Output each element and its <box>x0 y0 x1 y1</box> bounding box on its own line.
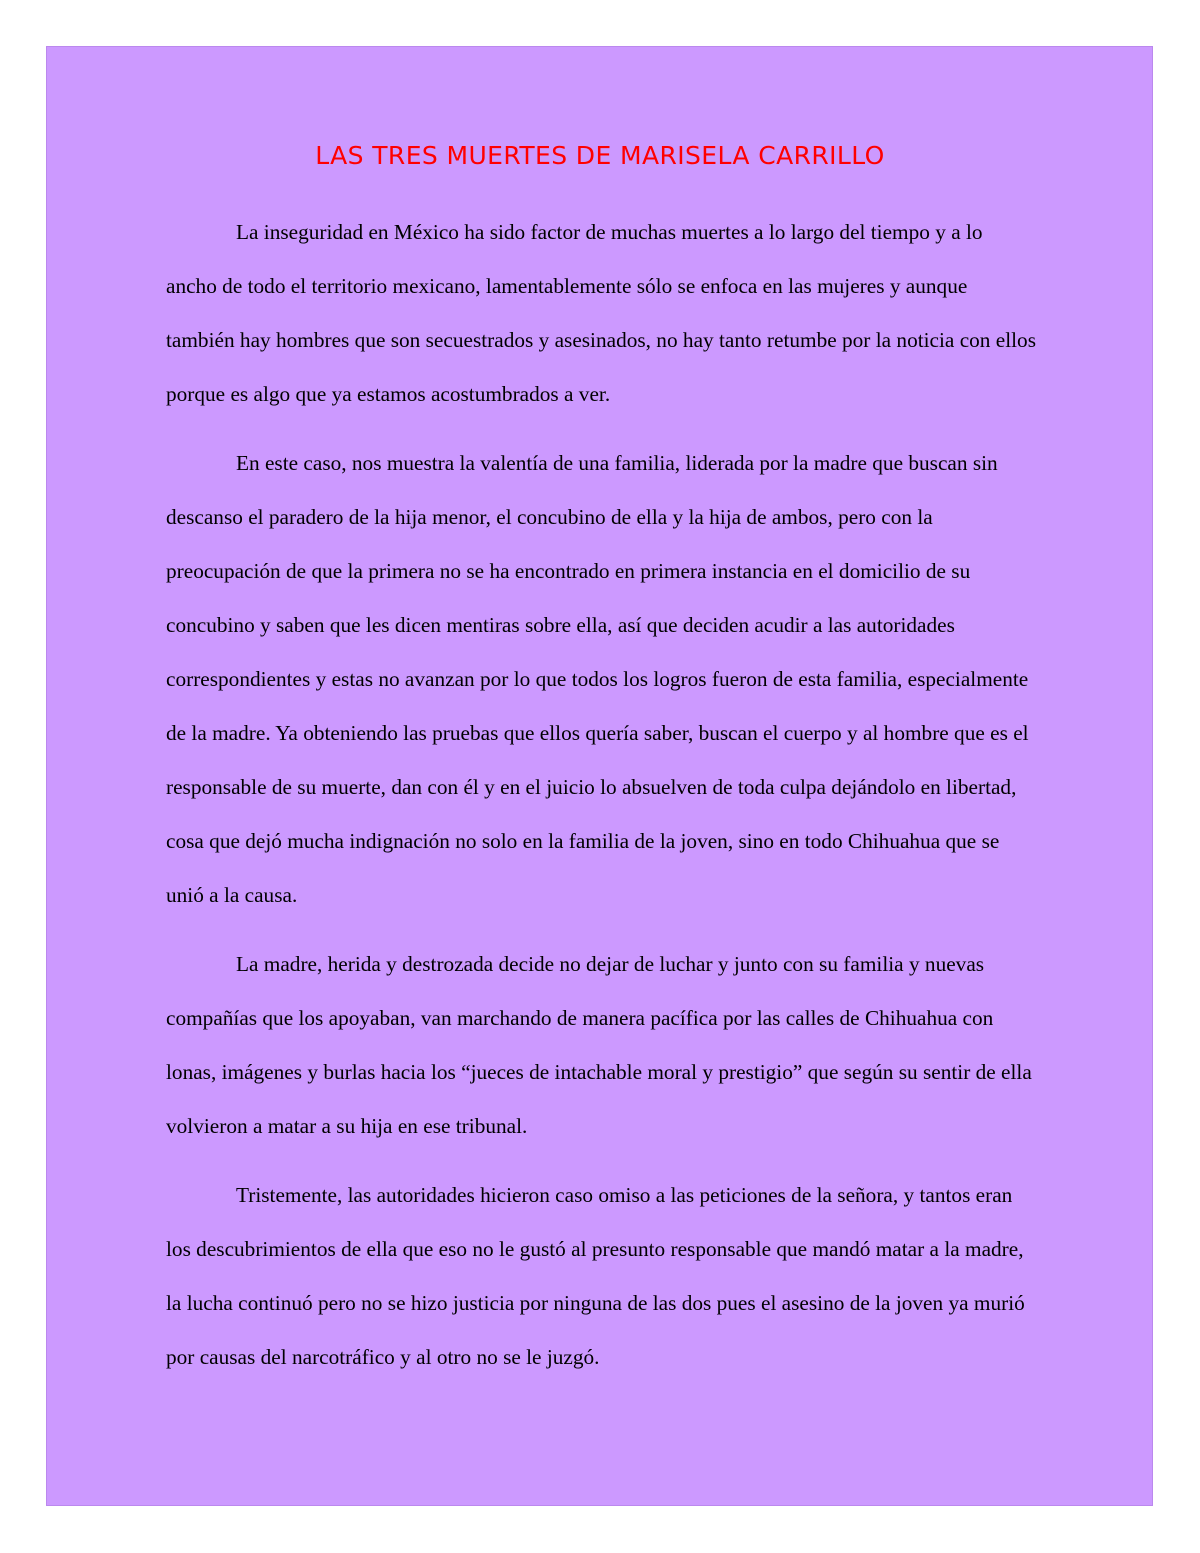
document-body <box>166 205 1036 1399</box>
paragraph-3: La madre, herida y destrozada decide no dejar de luchar y junto con su familia y nuevas compañías que los apoyaban, van marchando de manera pacífica por las calles de Chihuahua con lonas, imágenes y burlas hacia los “jueces de intachable moral y prestigio” que según su sentir de ella volvieron a matar a su hija en ese tribunal. <box>166 952 1032 1138</box>
paragraph-1: La inseguridad en México ha sido factor de muchas muertes a lo largo del tiempo y a lo ancho de todo el territorio mexicano, lamentablemente sólo se enfoca en las mujeres y aunque también hay hombres que son secuestrados y asesinados, no hay tanto retumbe por la noticia con ellos porque es algo que ya estamos acostumbrados a ver. <box>166 220 1036 406</box>
paragraph-2: En este caso, nos muestra la valentía de una familia, liderada por la madre que buscan sin descanso el paradero de la hija menor, el concubino de ella y la hija de ambos, pero con la preocupación de que la primera no se ha encontrado en primera instancia en el domicilio de su concubino y saben que les dicen mentiras sobre ella, así que deciden acudir a las autoridades correspondientes y estas no avanzan por lo que todos los logros fueron de esta familia, especialmente de la madre. Ya obteniendo las pruebas que ellos quería saber, buscan el cuerpo y al hombre que es el responsable de su muerte, dan con él y en el juicio lo absuelven de toda culpa dejándolo en libertad, cosa que dejó mucha indignación no solo en la familia de la joven, sino en todo Chihuahua que se unió a la causa. <box>166 451 1029 907</box>
document-title: LAS TRES MUERTES DE MARISELA CARRILLO <box>315 141 885 170</box>
paragraph-4: Tristemente, las autoridades hicieron caso omiso a las peticiones de la señora, y tantos eran los descubrimientos de ella que eso no le gustó al presunto responsable que mandó matar a la madre, la lucha continuó pero no se hizo justicia por ninguna de las dos pues el asesino de la joven ya murió por causas del narcotráfico y al otro no se le juzgó. <box>166 1183 1025 1369</box>
